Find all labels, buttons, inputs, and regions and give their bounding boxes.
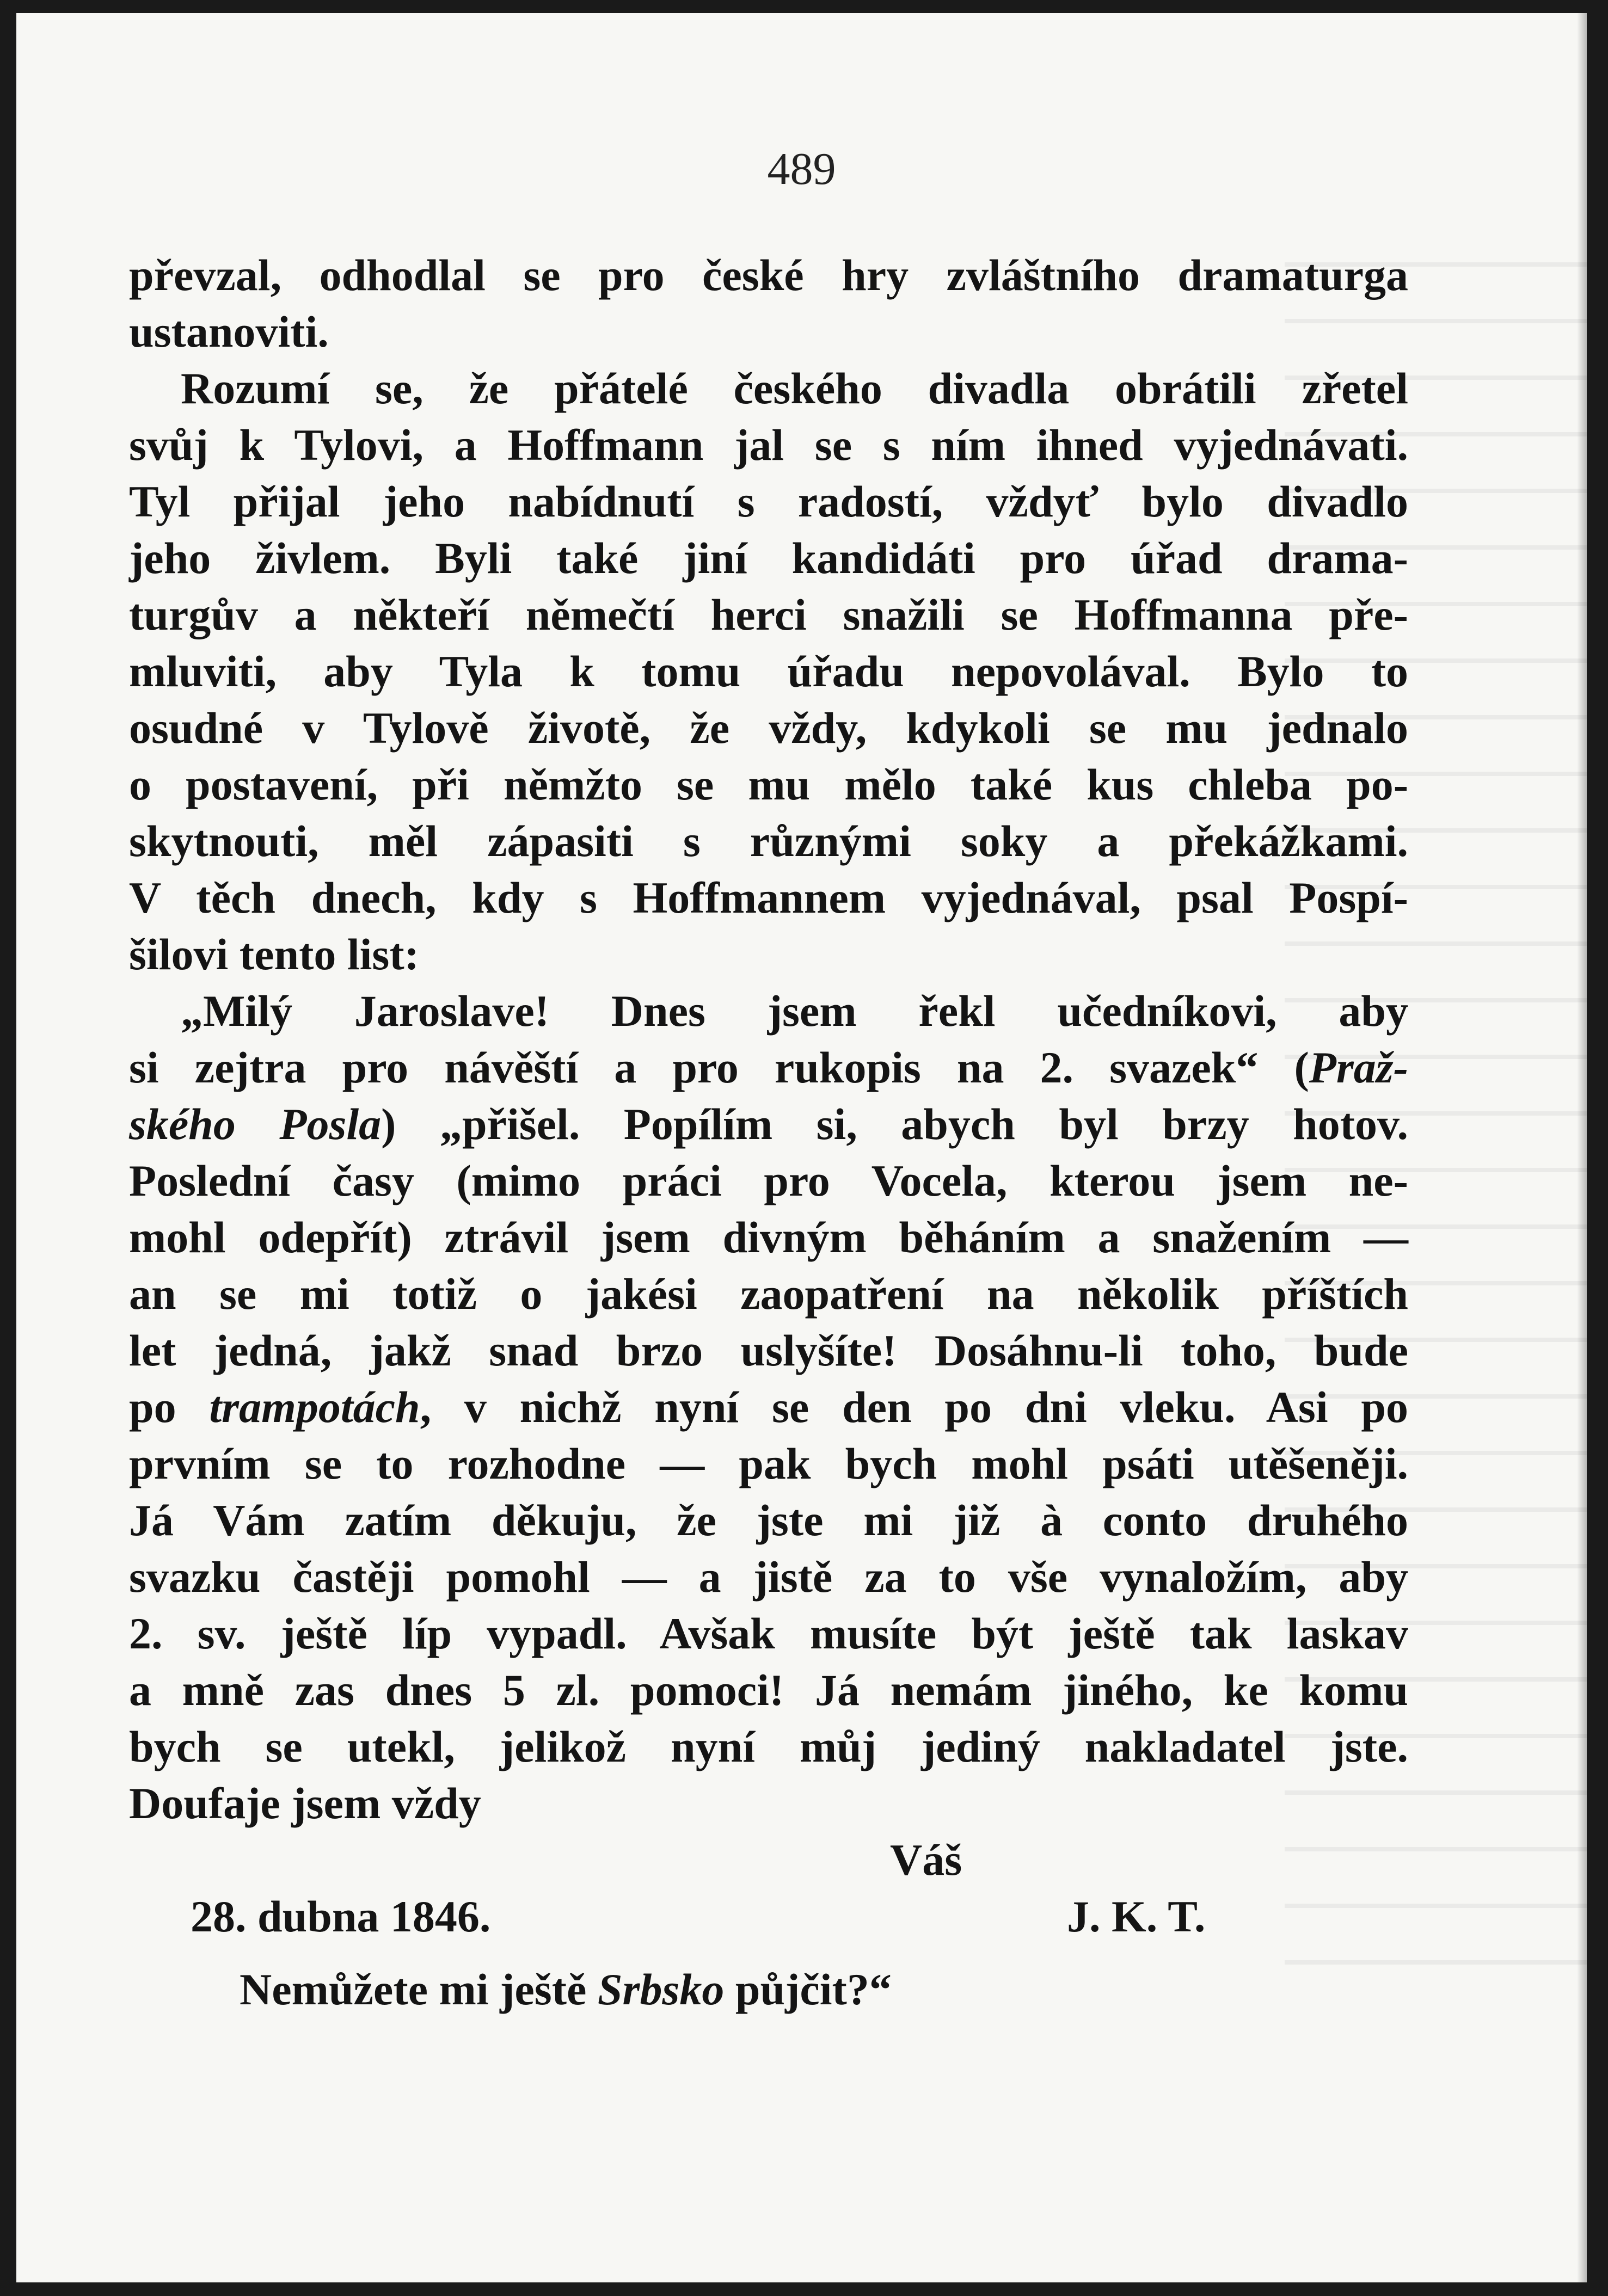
text-line: šilovi tento list: — [129, 930, 419, 979]
italic-title: Srbsko — [597, 1965, 725, 2014]
letter-line — [129, 1379, 1408, 1436]
page-edge-shadow — [1577, 13, 1587, 2282]
letter-text: , v nichž nyní se den po dni vleku. Asi po — [420, 1382, 1408, 1432]
text-line: svůj k Tylovi, a Hoffmann jal se s ním ihned vyjednávati. — [129, 420, 1408, 470]
letter-line: 2. sv. ještě líp vypadl. Avšak musíte být ještě tak laskav — [129, 1609, 1408, 1658]
text-line: osudné v Tylově životě, že vždy, kdykoli se mu jednalo — [129, 703, 1408, 753]
text-line: o postavení, při němžto se mu mělo také kus chleba po- — [129, 760, 1408, 809]
text-line: turgův a někteří němečtí herci snažili se Hoffmanna pře- — [129, 590, 1408, 639]
letter-line: mohl odepřít) ztrávil jsem divným běháním a snažením — — [129, 1212, 1408, 1262]
letter-text: po — [129, 1382, 210, 1432]
letter-line: let jedná, jakž snad brzo uslyšíte! Dosáhnu-li toho, bude — [129, 1326, 1408, 1375]
letter-line: „Milý Jaroslave! Dnes jsem řekl učedníkovi, aby — [181, 986, 1408, 1036]
page-number: 489 — [767, 144, 836, 194]
text-line: převzal, odhodlal se pro české hry zvláštního dramaturga — [129, 250, 1408, 300]
letter-line: Já Vám zatím děkuju, že jste mi již à conto druhého — [129, 1495, 1408, 1545]
text-line: V těch dnech, kdy s Hoffmannem vyjednával, psal Pospí- — [129, 873, 1408, 922]
letter-line: Poslední časy (mimo práci pro Vocela, kterou jsem ne- — [129, 1156, 1408, 1205]
letter-line — [129, 1096, 1408, 1153]
italic-title: ského Posla — [129, 1099, 382, 1149]
letter-line: Doufaje jsem vždy — [129, 1778, 481, 1828]
text-line: ustanoviti. — [129, 307, 329, 356]
text-line: Rozumí se, že přátelé českého divadla obrátili zřetel — [181, 364, 1408, 413]
letter-line — [129, 1039, 1408, 1096]
text-line: Tyl přijal jeho nabídnutí s radostí, vždyť bylo divadlo — [129, 477, 1408, 526]
letter-signature: J. K. T. — [1067, 1892, 1206, 1941]
letter-line: an se mi totiž o jakési zaopatření na několik příštích — [129, 1269, 1408, 1319]
letter-line: bych se utekl, jelikož nyní můj jediný nakladatel jste. — [129, 1722, 1408, 1771]
italic-word: trampotách — [209, 1382, 420, 1432]
letter-text: ) „přišel. Popílím si, abych byl brzy hotov. — [381, 1099, 1408, 1149]
letter-closing: Váš — [890, 1835, 962, 1885]
letter-text: si zejtra pro návěští a pro rukopis na 2. svazek“ ( — [129, 1043, 1309, 1092]
letter-postscript — [240, 1961, 892, 2018]
letter-date: 28. dubna 1846. — [191, 1892, 491, 1941]
postscript-text: Nemůžete mi ještě — [240, 1965, 598, 2014]
letter-line: prvním se to rozhodne — pak bych mohl psáti utěšeněji. — [129, 1439, 1408, 1488]
text-line: mluviti, aby Tyla k tomu úřadu nepovolával. Bylo to — [129, 647, 1408, 696]
book-page — [16, 13, 1587, 2282]
letter-line: a mně zas dnes 5 zl. pomoci! Já nemám jiného, ke komu — [129, 1665, 1408, 1715]
italic-title: Praž- — [1309, 1043, 1408, 1092]
letter-line: svazku častěji pomohl — a jistě za to vše vynaložím, aby — [129, 1552, 1408, 1602]
text-line: skytnouti, měl zápasiti s různými soky a překážkami. — [129, 816, 1408, 866]
text-line: jeho živlem. Byli také jiní kandidáti pro úřad drama- — [129, 533, 1408, 583]
postscript-text: půjčit?“ — [724, 1965, 892, 2014]
